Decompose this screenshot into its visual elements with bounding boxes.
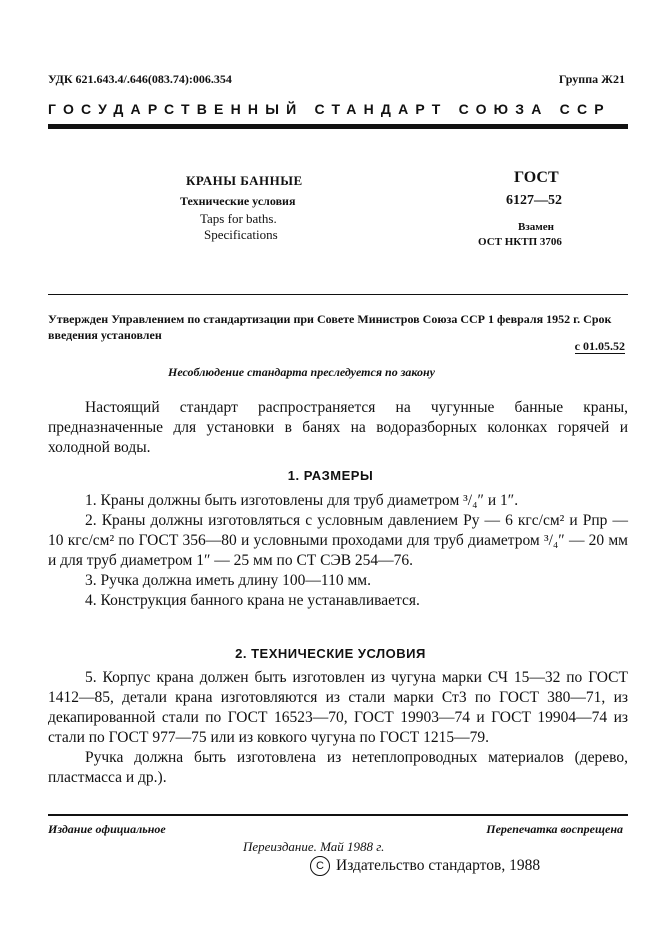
clause-2: 2. Краны должны изготовляться с условным давлением Pу — 6 кгс/см² и Pпр — 10 кгс/см² по ГОСТ 356—80 и условными проходами для труб диаметром ³/₄″ — 20 мм и для труб диаметром 1″ — 25 мм по СТ СЭВ 254—76. [48, 512, 628, 569]
section-2-heading: 2. ТЕХНИЧЕСКИЕ УСЛОВИЯ [235, 646, 426, 661]
copyright-text: Издательство стандартов, 1988 [336, 857, 541, 874]
standard-subtitle: Технические условия [180, 194, 296, 208]
header-rule [48, 124, 628, 129]
group-code: Группа Ж21 [558, 72, 625, 86]
gost-label: ГОСТ [514, 169, 559, 186]
standard-title: КРАНЫ БАННЫЕ [186, 173, 303, 188]
title-block-rule [48, 294, 628, 295]
clause-1: 1. Краны должны быть изготовлены для труб диаметром ³/₄″ и 1″. [85, 492, 519, 509]
clause-5-handle: Ручка должна быть изготовлена из нетеплопроводных материалов (дерево, пластмасса и др.). [48, 749, 628, 786]
clause-5: 5. Корпус крана должен быть изготовлен из чугуна марки СЧ 15—32 по ГОСТ 1412—85, детали крана изготовляются из стали марки Ст3 по ГОСТ 380—71, из декапированной стали по ГОСТ 16523—70, ГОСТ 19903—74 и ГОСТ 19904—74 из стали по ГОСТ 977—75 или из ковкого чугуна по ГОСТ 1215—79. [48, 669, 628, 746]
english-title-line-1: Taps for baths. [200, 211, 277, 226]
copyright-icon: C [310, 856, 330, 876]
effective-date [575, 339, 625, 354]
clause-4: 4. Конструкция банного крана не устанавливается. [85, 592, 420, 609]
law-notice: Несоблюдение стандарта преследуется по закону [168, 365, 435, 379]
section-1-body [48, 491, 628, 611]
udk-code: УДК 621.643.4/.646(083.74):006.354 [48, 72, 232, 86]
footer-rule [48, 814, 628, 816]
reissue-note: Переиздание. Май 1988 г. [243, 839, 385, 854]
edition-note: Издание официальное [48, 822, 166, 836]
intro-text: Настоящий стандарт распространяется на чугунные банные краны, предназначенные для установки в банях на водоразборных колонках горячей и холодной воды. [48, 399, 628, 456]
english-title-line-2: Specifications [204, 227, 278, 242]
replace-label: Взамен [518, 221, 554, 233]
approval-text: Утвержден Управлением по стандартизации при Совете Министров Союза ССР 1 февраля 1952 г. Срок введения установлен [48, 312, 612, 342]
intro-paragraph [48, 398, 628, 458]
clause-3: 3. Ручка должна иметь длину 100—110 мм. [85, 572, 371, 589]
section-2-body [48, 668, 628, 788]
reprint-ban-note: Перепечатка воспрещена [486, 822, 623, 836]
effective-date-value: с 01.05.52 [574, 339, 625, 353]
copyright-line [310, 856, 540, 876]
replace-code: ОСТ НКТП 3706 [478, 236, 562, 248]
section-1-heading: 1. РАЗМЕРЫ [287, 468, 374, 483]
gost-number: 6127—52 [506, 193, 562, 208]
state-standard-banner: ГОСУДАРСТВЕННЫЙ СТАНДАРТ СОЮЗА ССР [48, 101, 611, 117]
